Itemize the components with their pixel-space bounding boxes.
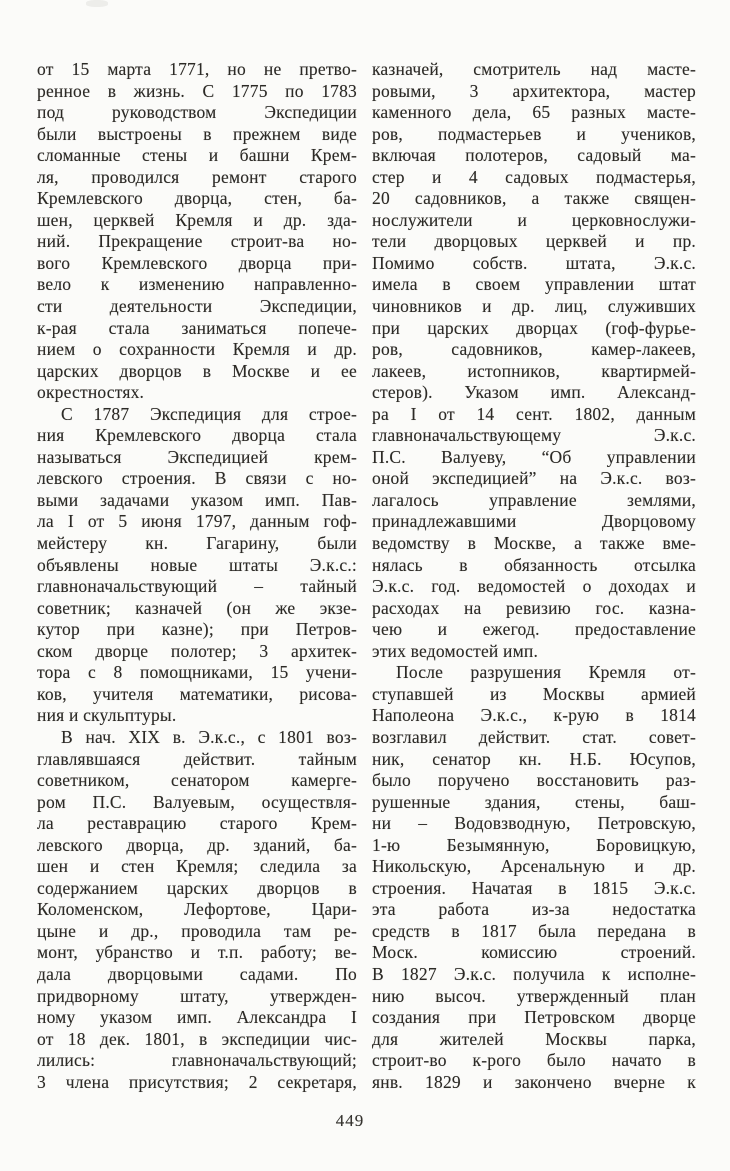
text-line: казначей, смотритель над масте- <box>372 59 696 79</box>
text-line: Помимо собств. штата, Э.к.с. <box>372 252 696 273</box>
text-line: от 18 дек. 1801, в экспедиции чис- <box>37 1028 357 1049</box>
text-line: называться Экспедицией крем- <box>37 446 357 467</box>
text-line: Кремлевского дворца, стен, ба- <box>37 188 357 209</box>
text-line: главноначальствующий – тайный <box>37 576 357 597</box>
text-line: ков, учителя математики, рисова- <box>37 683 357 704</box>
text-line: П.С. Валуеву, “Об управлении <box>372 446 696 467</box>
text-line: было поручено восстановить раз- <box>372 770 696 791</box>
text-line: возглавил действит. стат. совет- <box>372 726 696 747</box>
text-line: ла I от 5 июня 1797, данным гоф- <box>37 511 357 532</box>
text-line: ров, садовников, камер-лакеев, <box>372 339 696 360</box>
text-line: придворному штату, утвержден- <box>37 985 357 1006</box>
text-line: нию высоч. утвержденный план <box>372 985 696 1006</box>
text-line: 3 члена присутствия; 2 секретаря, <box>37 1071 357 1092</box>
text-line: строения. Начатая в 1815 Э.к.с. <box>372 877 696 898</box>
text-line: включая полотеров, садовый ма- <box>372 145 696 166</box>
text-line: создания при Петровском дворце <box>372 1007 696 1028</box>
text-line: стер и 4 садовых подмастерья, <box>372 166 696 187</box>
text-line: ступавшей из Москвы армией <box>372 683 696 704</box>
text-line: монт, убранство и т.п. работу; ве- <box>37 942 357 963</box>
text-line: 20 садовников, а также священ- <box>372 188 696 209</box>
text-line: имела в своем управлении штат <box>372 274 696 295</box>
text-line: главлявшаяся действит. тайным <box>37 748 357 769</box>
text-line: царских дворцов в Москве и ее <box>37 360 357 381</box>
text-line: ров, подмастерьев и учеников, <box>372 123 696 144</box>
text-line: от 15 марта 1771, но не претво- <box>37 59 357 79</box>
text-line: Никольскую, Арсенальную и др. <box>372 856 696 877</box>
text-line: тели дворцовых церквей и пр. <box>372 231 696 252</box>
text-line: Наполеона Э.к.с., к-рую в 1814 <box>372 705 696 726</box>
text-line: чею и ежегод. предоставление <box>372 619 696 640</box>
text-line: эта работа из-за недостатка <box>372 899 696 920</box>
page-number: 449 <box>335 1111 365 1130</box>
text-line: этих ведомостей имп. <box>372 640 539 661</box>
text-line: вого Кремлевского дворца при- <box>37 252 357 273</box>
text-line: вело к изменению направленно- <box>37 274 357 295</box>
text-line: Моск. комиссию строений. <box>372 942 696 963</box>
text-line: ля, проводился ремонт старого <box>37 166 357 187</box>
text-line: были выстроены в прежнем виде <box>37 123 357 144</box>
text-line: левского дворца, др. зданий, ба- <box>37 834 357 855</box>
text-line: ром П.С. Валуевым, осуществля- <box>37 791 357 812</box>
text-line: сломанные стены и башни Крем- <box>37 145 357 166</box>
text-line: советником, сенатором камерге- <box>37 770 357 791</box>
text-line: нием о сохранности Кремля и др. <box>37 339 357 360</box>
text-line: ра I от 14 сент. 1802, данным <box>372 403 696 424</box>
text-line: шен, церквей Кремля и др. зда- <box>37 209 357 230</box>
text-line: объявлены новые штаты Э.к.с.: <box>37 554 357 575</box>
text-line: шен и стен Кремля; следила за <box>37 856 357 877</box>
text-line: для жителей Москвы парка, <box>372 1028 696 1049</box>
text-line: под руководством Экспедиции <box>37 102 357 123</box>
text-line: содержанием царских дворцов в <box>37 877 357 898</box>
text-line: ник, сенатор кн. Н.Б. Юсупов, <box>372 748 696 769</box>
text-line: при царских дворцах (гоф-фурье- <box>372 317 696 338</box>
text-line: В нач. XIX в. Э.к.с., с 1801 воз- <box>61 726 357 747</box>
text-line: Коломенском, Лефортове, Цари- <box>37 899 357 920</box>
scan-smudge <box>86 0 108 7</box>
text-line: к-рая стала заниматься попече- <box>37 317 357 338</box>
text-line: ни – Водовзводную, Петровскую, <box>372 813 696 834</box>
text-line: лагалось управление землями, <box>372 489 696 510</box>
text-line: советник; казначей (он же экзе- <box>37 597 357 618</box>
text-line: После разрушения Кремля от- <box>396 662 696 683</box>
text-line: нослужители и церковнослужи- <box>372 209 696 230</box>
text-line: кутор при казне); при Петров- <box>37 619 357 640</box>
text-line: ний. Прекращение строит-ва но- <box>37 231 357 252</box>
text-line: выми задачами указом имп. Пав- <box>37 489 357 510</box>
text-line: тора с 8 помощниками, 15 учени- <box>37 662 357 683</box>
text-line: ренное в жизнь. С 1775 по 1783 <box>37 80 357 101</box>
text-line: Э.к.с. год. ведомостей о доходах и <box>372 576 696 597</box>
text-line: В 1827 Э.к.с. получила к исполне- <box>372 963 696 984</box>
text-line: стеров). Указом имп. Александ- <box>372 382 696 403</box>
text-line: С 1787 Экспедиция для строе- <box>61 403 357 424</box>
text-line: 1-ю Безымянную, Боровицкую, <box>372 834 696 855</box>
text-line: лакеев, истопников, квартирмей- <box>372 360 696 381</box>
text-line: лились: главноначальствующий; <box>37 1050 357 1071</box>
text-line: оной экспедицией” на Э.к.с. воз- <box>372 468 696 489</box>
text-line: ному указом имп. Александра I <box>37 1007 357 1028</box>
text-line: дала дворцовыми садами. По <box>37 963 357 984</box>
text-line: средств в 1817 была передана в <box>372 920 696 941</box>
text-line: каменного дела, 65 разных масте- <box>372 102 696 123</box>
text-line: ния и скульптуры. <box>37 705 177 726</box>
text-line: чиновников и др. лиц, служивших <box>372 296 696 317</box>
text-line: мейстеру кн. Гагарину, были <box>37 533 357 554</box>
text-line: строит-во к-рого было начато в <box>372 1050 696 1071</box>
text-line: сти деятельности Экспедиции, <box>37 296 357 317</box>
text-line: ровыми, 3 архитектора, мастер <box>372 80 696 101</box>
text-line: принадлежавшими Дворцовому <box>372 511 696 532</box>
text-column-right <box>372 59 696 1093</box>
text-line: ском дворце полотер; 3 архитек- <box>37 640 357 661</box>
text-line: нялась в обязанность отсылка <box>372 554 696 575</box>
text-line: левского строения. В связи с но- <box>37 468 357 489</box>
text-line: рушенные здания, стены, баш- <box>372 791 696 812</box>
text-line: ла реставрацию старого Крем- <box>37 813 357 834</box>
text-line: янв. 1829 и закончено вчерне к <box>372 1071 696 1092</box>
text-line: главноначальствующему Э.к.с. <box>372 425 696 446</box>
text-line: цыне и др., проводила там ре- <box>37 920 357 941</box>
text-line: расходах на ревизию гос. казна- <box>372 597 696 618</box>
text-column-left <box>37 59 357 1093</box>
text-line: окрестностях. <box>37 382 145 403</box>
text-line: ния Кремлевского дворца стала <box>37 425 357 446</box>
text-line: ведомству в Москве, а также вме- <box>372 533 696 554</box>
